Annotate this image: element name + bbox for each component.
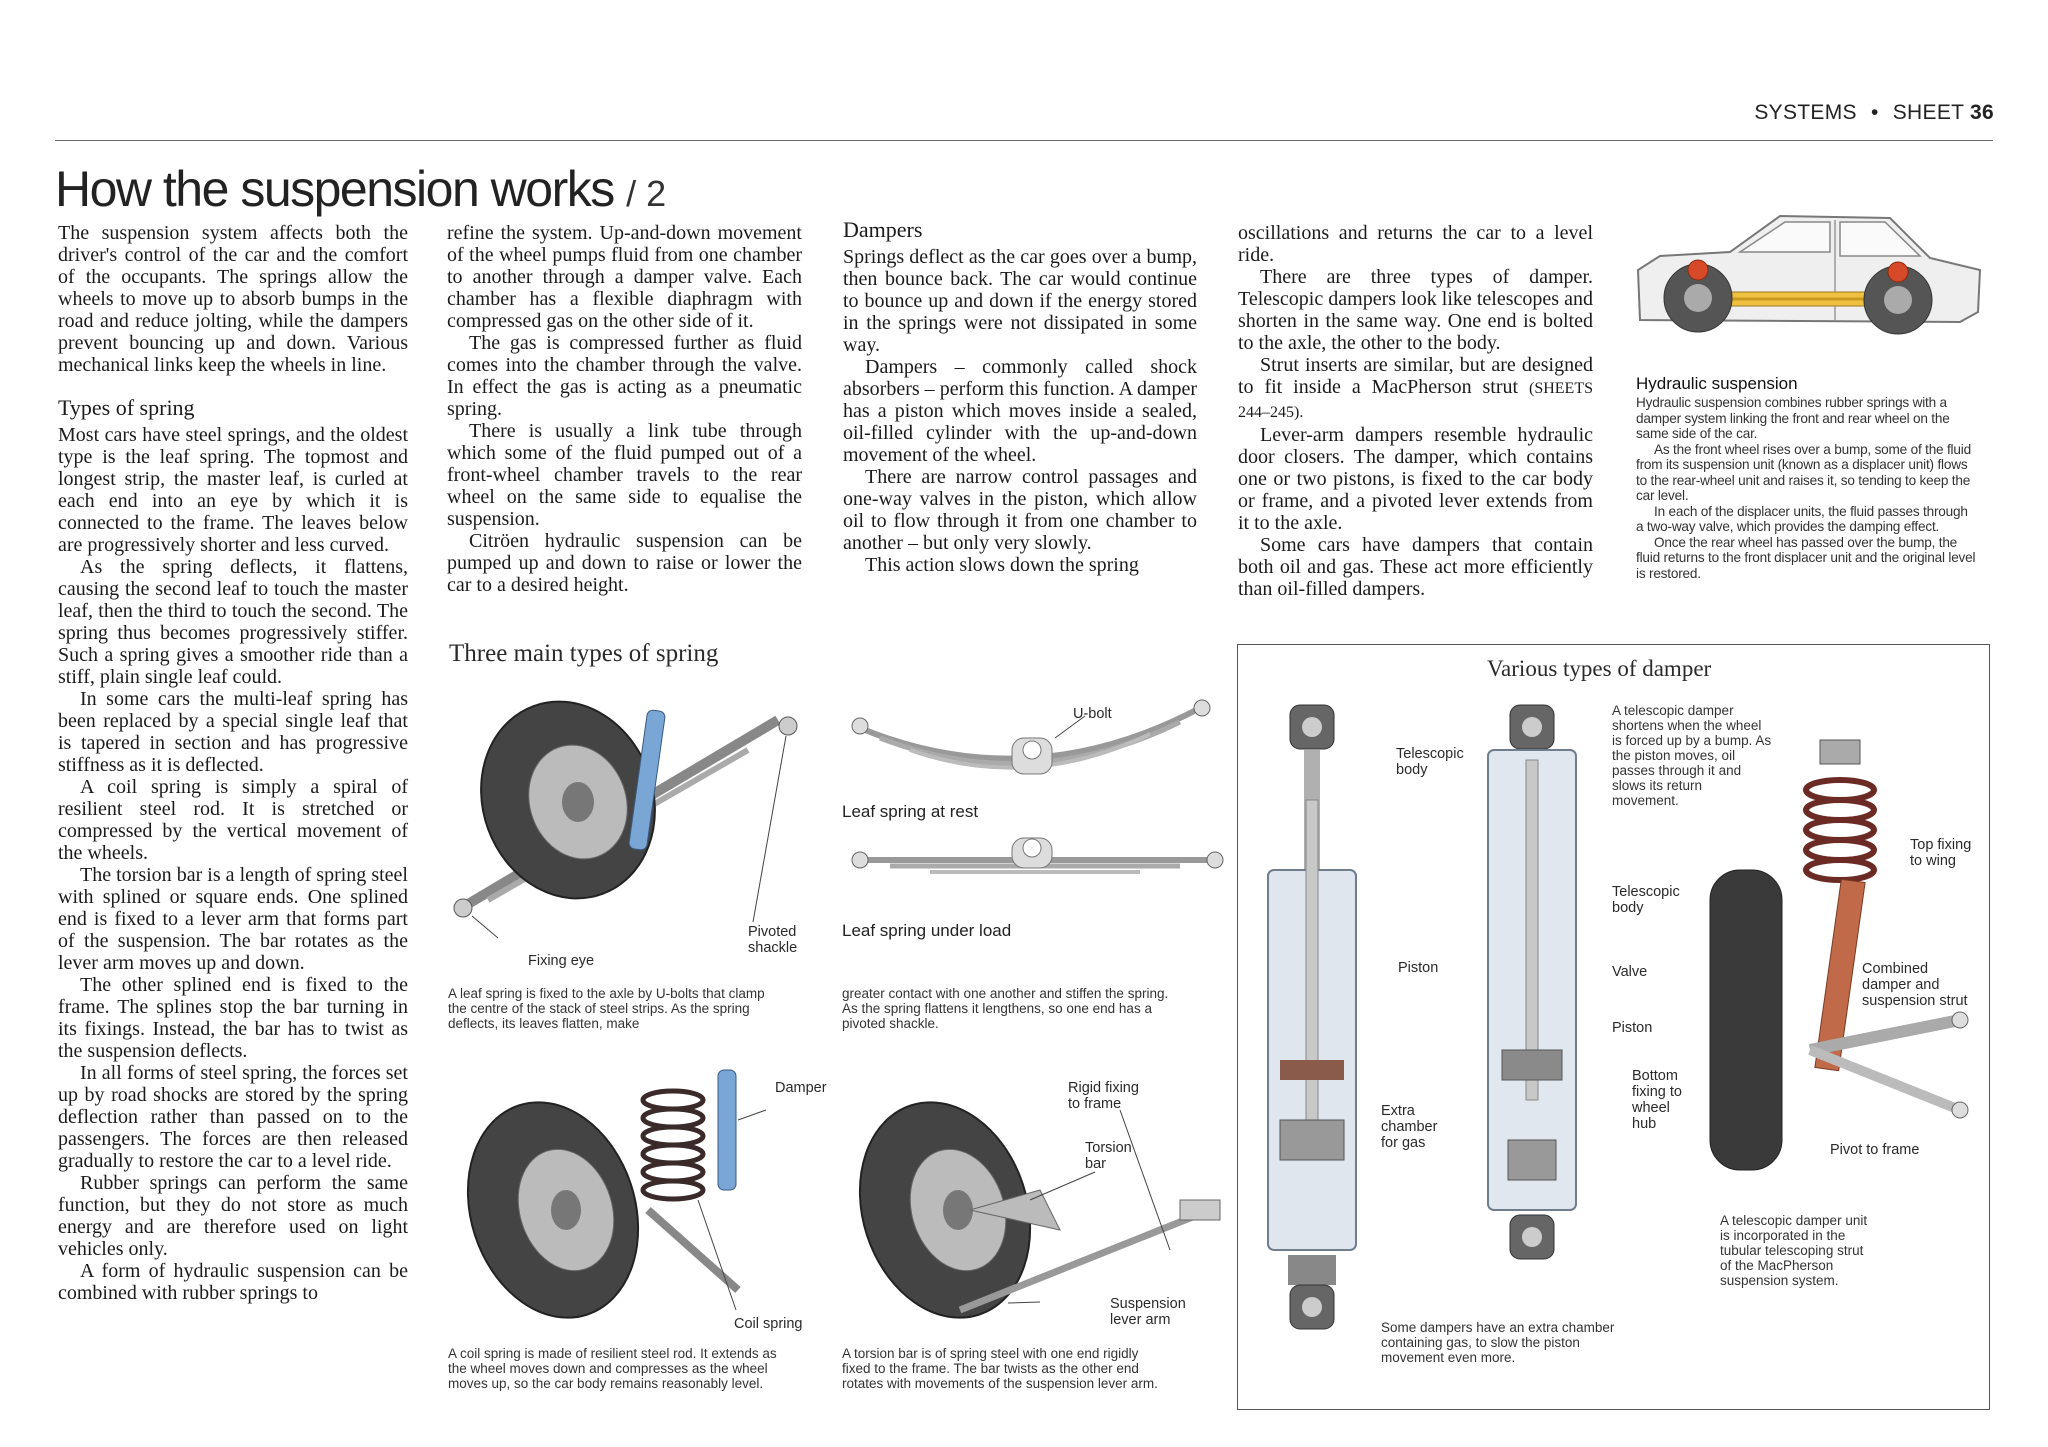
suspension-lever-arm-label: Suspension lever arm [1110, 1296, 1186, 1328]
extra-chamber-label: Extra chamber for gas [1381, 1103, 1438, 1151]
col4-paragraph: oscillations and returns the car to a level ride. [1238, 222, 1593, 266]
hydraulic-car-illustration [1630, 212, 1998, 372]
leaf-spring-illustration [448, 690, 818, 960]
hydraulic-suspension-title: Hydraulic suspension [1636, 374, 1798, 393]
col3-paragraph: This action slows down the spring [865, 554, 1139, 576]
telescopic-damper-illustration [1480, 700, 1590, 1300]
col1-paragraph: A coil spring is simply a spiral of resilient steel rod. It is stretched or compressed by the vertical movement of the wheels. [58, 776, 408, 864]
pivot-to-frame-label: Pivot to frame [1830, 1142, 1920, 1158]
col2-paragraph: refine the system. Up-and-down movement of the wheel pumps fluid from one chamber to another through a damper valve. Each chamber has a flexible diaphragm with compressed gas on the other side of it. [447, 222, 802, 332]
leaf-spring-caption-b: greater contact with one another and stiffen the spring. As the spring flattens it lengthens, so one end has a pivoted shackle. [842, 986, 1169, 1031]
gas-damper-illustration [1260, 700, 1370, 1340]
column-3 [843, 218, 1197, 576]
valve-label: Valve [1612, 964, 1648, 980]
sheet-reference: (SHEETS 244–245). [1238, 380, 1593, 421]
strut-caption: A telescopic damper unit is incorporated in the tubular telescoping strut of the MacPherson suspension system. [1720, 1213, 1868, 1288]
coil-spring-label: Coil spring [734, 1316, 803, 1332]
col1-paragraph: In all forms of steel spring, the forces set up by road shocks are stored by the spring deflection rather than passed on to the passengers. The forces are then released gradually to restore the car to a level ride. [58, 1062, 408, 1172]
coil-spring-caption: A coil spring is made of resilient steel rod. It extends as the wheel moves down and compresses as the wheel moves up, so the car body remains reasonably level. [448, 1346, 777, 1391]
telescopic-damper-caption: A telescopic damper shortens when the wheel is forced up by a bump. As the piston moves, oil passes through it and slows its return movement. [1612, 703, 1772, 808]
piston-label-2: Piston [1612, 1020, 1653, 1036]
col1-paragraph: Most cars have steel springs, and the oldest type is the leaf spring. The topmost and longest strip, the master leaf, is curled at each end into an eye by which it is connected to the frame. The leaves below are progressively shorter and less curved. [58, 424, 408, 556]
col2-paragraph: The gas is compressed further as fluid comes into the chamber through the valve. In effect the gas is acting as a pneumatic spring. [447, 332, 802, 420]
col4-paragraph [1238, 354, 1593, 424]
leaf-spring-diagrams [840, 688, 1230, 878]
col1-paragraph: The other splined end is fixed to the frame. The splines stop the bar turning in its fixings. Instead, the bar has to twist as the suspension deflects. [58, 974, 408, 1062]
rigid-fixing-label: Rigid fixing to frame [1068, 1080, 1139, 1112]
title-part: / 2 [626, 173, 667, 214]
sheet-number: 36 [1970, 101, 1994, 124]
page-title [55, 160, 666, 218]
col3-paragraph: Springs deflect as the car goes over a bump, then bounce back. The car would continue to bounce up and down if the energy stored in the springs were not dissipated in some way. [843, 246, 1197, 356]
header-rule [55, 140, 1993, 141]
col1-paragraph: The torsion bar is a length of spring steel with splined or square ends. One splined end is fixed to a lever arm that forms part of the suspension. The bar rotates as the lever arm moves up and down. [58, 864, 408, 974]
leaf-spring-under-load-label: Leaf spring under load [842, 921, 1012, 940]
leaf-spring-at-rest-label: Leaf spring at rest [842, 802, 979, 821]
col1-paragraph: As the spring deflects, it flattens, causing the second leaf to touch the master leaf, then the third to touch the second. The spring thus becomes progressively stiffer. Such a spring gives a smoother ride than a stiff, plain single leaf could. [58, 556, 408, 688]
column-1 [58, 222, 408, 1304]
telescopic-body-label-2: Telescopic body [1612, 884, 1680, 916]
col4-paragraph: There are three types of damper. Telescopic dampers look like telescopes and shorten in the same way. One end is bolted to the axle, the other to the body. [1238, 266, 1593, 354]
column-2 [447, 222, 802, 596]
hydraulic-paragraph: As the front wheel rises over a bump, some of the fluid from its suspension unit (known as a displacer unit) flows to the rear-wheel unit and raises it, so tending to keep the car level. [1636, 441, 1971, 503]
col1-paragraph: In some cars the multi-leaf spring has been replaced by a special single leaf that is tapered in section and has progressive stiffness as it is deflected. [58, 688, 408, 776]
fixing-eye-label: Fixing eye [528, 953, 595, 969]
telescopic-body-label-1: Telescopic body [1396, 746, 1464, 778]
col4-paragraph: Lever-arm dampers resemble hydraulic door closers. The damper, which contains one or two pistons, is fixed to the car body or frame, and a pivoted lever extends from it to the axle. [1238, 424, 1593, 534]
col2-paragraph: Citröen hydraulic suspension can be pumped up and down to raise or lower the car to a desired height. [447, 530, 802, 596]
pivoted-shackle-label: Pivoted shackle [748, 924, 798, 956]
torsion-bar-caption: A torsion bar is of spring steel with one end rigidly fixed to the frame. The bar twists as the other end rotates with movements of the suspension lever arm. [842, 1346, 1158, 1391]
col3-paragraph: Dampers – commonly called shock absorbers – perform this function. A damper has a piston which moves inside a sealed, oil-filled cylinder with the up-and-down movement of the wheel. [843, 356, 1197, 466]
coil-spring-illustration [448, 1060, 828, 1340]
sheet-header [1754, 101, 1994, 125]
title-main: How the suspension works [55, 161, 614, 217]
col3-paragraph: There are narrow control passages and one-way valves in the piston, which allow oil to flow through it from one chamber to another – but only very slowly. [843, 466, 1197, 554]
combined-strut-label: Combined damper and suspension strut [1862, 961, 1968, 1009]
hydraulic-paragraph: In each of the displacer units, the fluid passes through a two-way valve, which provides the damping effect. [1636, 503, 1968, 534]
col1-paragraph: A form of hydraulic suspension can be combined with rubber springs to [58, 1260, 408, 1304]
col4-strut-text: Strut inserts are similar, but are designed to fit inside a MacPherson strut [1238, 354, 1593, 398]
header-separator: • [1870, 101, 1879, 124]
u-bolt-label: U-bolt [1073, 706, 1112, 722]
hydraulic-paragraph: Hydraulic suspension combines rubber springs with a damper system linking the front and rear wheel on the same side of the car. [1636, 395, 1950, 441]
springs-section-title: Three main types of spring [449, 640, 719, 667]
hydraulic-suspension-text [1636, 395, 1978, 581]
top-fixing-label: Top fixing to wing [1910, 837, 1972, 869]
section-label: SYSTEMS [1754, 101, 1857, 124]
intro-paragraph: The suspension system affects both the driver's control of the car and the comfort of the occupants. The springs allow the wheels to move up to absorb bumps in the road and reduce jolting, while the dampers prevent bouncing up and down. Various mechanical links keep the wheels in line. [58, 222, 408, 376]
col2-paragraph: There is usually a link tube through which some of the fluid pumped out of a front-wheel chamber travels to the rear wheel on the same side to equalise the suspension. [447, 420, 802, 530]
types-of-spring-heading: Types of spring [58, 395, 195, 420]
column-4 [1238, 222, 1593, 600]
damper-label: Damper [775, 1080, 827, 1096]
damper-types-title: Various types of damper [1487, 656, 1712, 681]
piston-label-1: Piston [1398, 960, 1439, 976]
gas-damper-caption: Some dampers have an extra chamber containing gas, to slow the piston movement even more. [1381, 1320, 1615, 1365]
col4-paragraph: Some cars have dampers that contain both oil and gas. These act more efficiently than oil-filled dampers. [1238, 534, 1593, 600]
dampers-heading: Dampers [843, 217, 923, 242]
hydraulic-paragraph: Once the rear wheel has passed over the bump, the fluid returns to the front displacer unit and the original level is restored. [1636, 534, 1976, 581]
sheet-label: SHEET [1892, 101, 1964, 124]
torsion-bar-label: Torsion bar [1085, 1140, 1132, 1172]
bottom-fixing-label: Bottom fixing to wheel hub [1632, 1068, 1682, 1132]
col1-paragraph: Rubber springs can perform the same function, but they do not store as much energy and are therefore used on light vehicles only. [58, 1172, 408, 1260]
leaf-spring-caption-a: A leaf spring is fixed to the axle by U-bolts that clamp the centre of the stack of steel strips. As the spring deflects, its leaves flatten, make [448, 986, 765, 1031]
